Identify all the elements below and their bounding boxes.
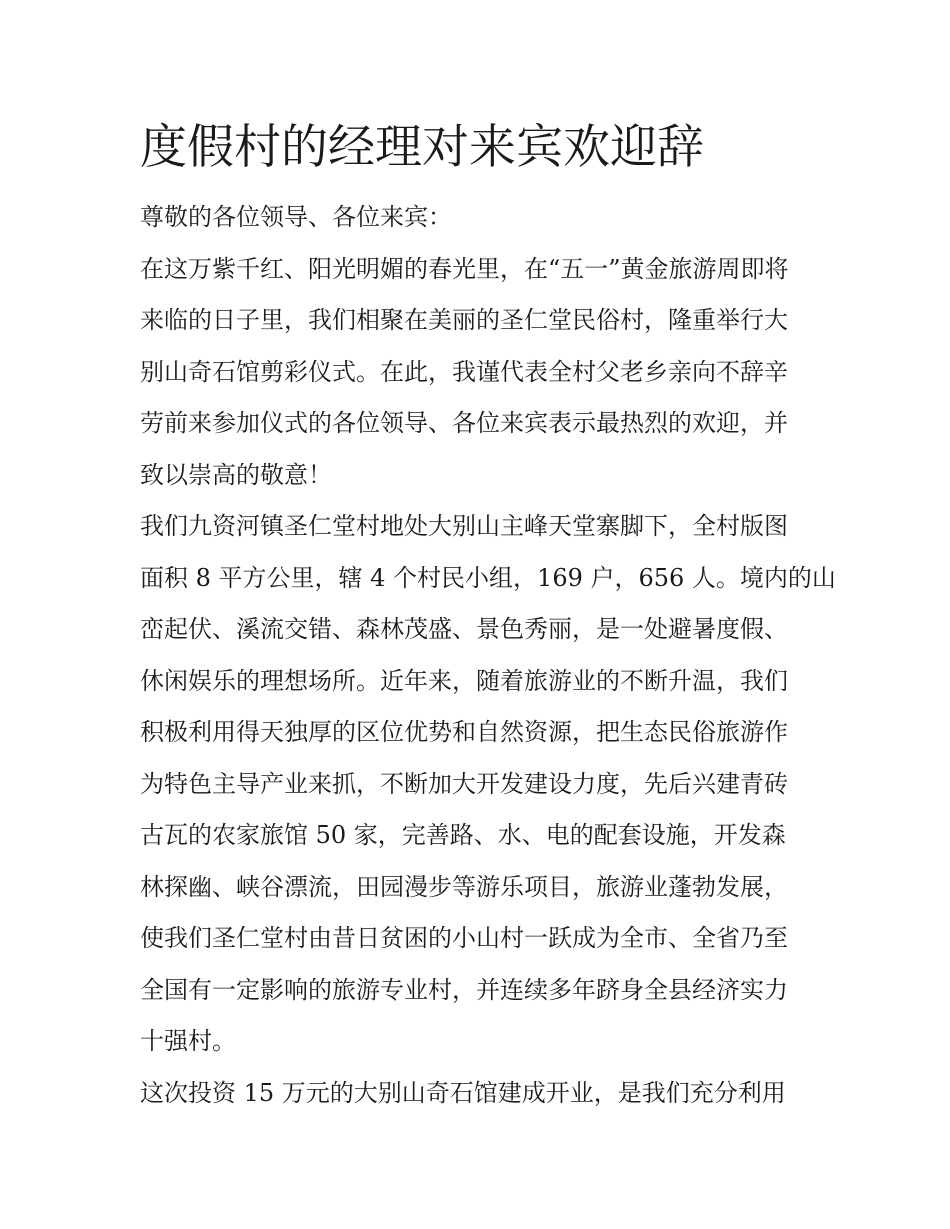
text-line: 峦起伏、溪流交错、森林茂盛、景色秀丽，是一处避暑度假、 — [140, 615, 788, 643]
text-line: 全国有一定影响的旅游专业村，并连续多年跻身全县经济实力 — [140, 975, 788, 1004]
text-line: 使我们圣仁堂村由昔日贫困的小山村一跃成为全市、全省乃至 — [140, 924, 788, 952]
document-body — [140, 112, 836, 1119]
text-line: 致以崇高的敬意！ — [140, 460, 332, 489]
document-title: 度假村的经理对来宾欢迎辞 — [140, 120, 704, 175]
text-line: 古瓦的农家旅馆 50 家，完善路、水、电的配套设施，开发森 — [140, 821, 786, 849]
text-line: 在这万紫千红、阳光明媚的春光里，在“五一”黄金旅游周即将 — [140, 254, 789, 283]
text-line: 面积 8 平方公里，辖 4 个村民小组，169 户，656 人。境内的山 — [140, 563, 836, 592]
text-line: 林探幽、峡谷漂流，田园漫步等游乐项目，旅游业蓬勃发展， — [140, 872, 788, 901]
text-line: 积极利用得天独厚的区位优势和自然资源，把生态民俗旅游作 — [140, 718, 788, 746]
text-line: 这次投资 15 万元的大别山奇石馆建成开业，是我们充分利用 — [140, 1078, 786, 1107]
salutation-paragraph — [140, 192, 815, 244]
text-line: 来临的日子里，我们相聚在美丽的圣仁堂民俗村，隆重举行大 — [140, 306, 788, 334]
text-line: 为特色主导产业来抓，不断加大开发建设力度，先后兴建青砖 — [140, 769, 788, 798]
text-line: 尊敬的各位领导、各位来宾： — [140, 203, 452, 231]
text-line: 劳前来参加仪式的各位领导、各位来宾表示最热烈的欢迎，并 — [140, 409, 788, 437]
text-line: 我们九资河镇圣仁堂村地处大别山主峰天堂寨脚下，全村版图 — [140, 512, 788, 540]
welcome-paragraph — [140, 244, 815, 502]
text-line: 十强村。 — [140, 1027, 236, 1055]
village-intro-paragraph — [140, 501, 836, 1068]
text-line: 休闲娱乐的理想场所。近年来，随着旅游业的不断升温，我们 — [140, 666, 788, 695]
museum-paragraph — [140, 1068, 815, 1120]
text-line: 别山奇石馆剪彩仪式。在此，我谨代表全村父老乡亲向不辞辛 — [140, 357, 788, 386]
